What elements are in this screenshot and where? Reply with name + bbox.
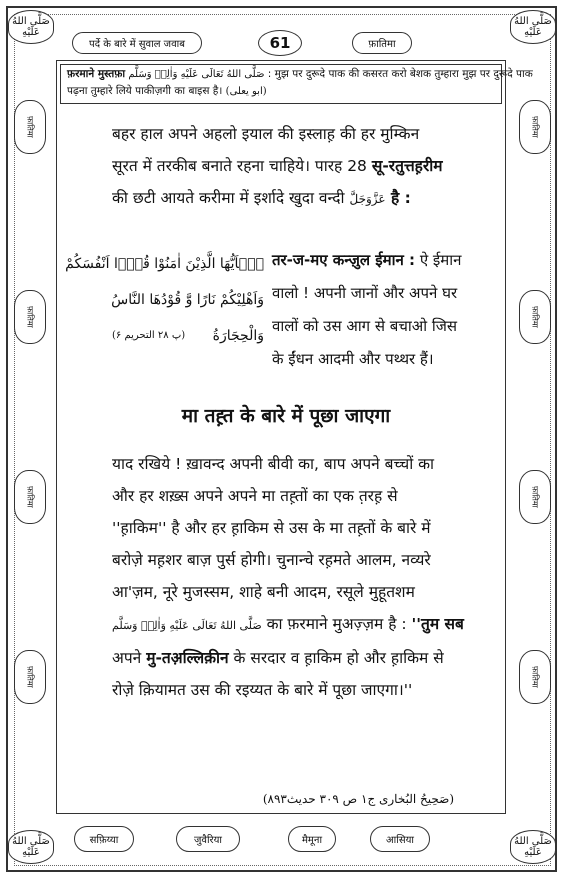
- section-line-5: आ'ज़म, नूरे मुजस्सम, शाहे बनी आदम, रसूले मुहूतशम: [112, 583, 415, 601]
- translation-label: तर-ज-मए कन्ज़ुल ईमान :: [272, 251, 416, 269]
- corner-medallion-bottom-left: صَلَّى اللهُ عَلَيْهِ: [8, 830, 54, 864]
- side-cartouche-left-2: फ़ातिमा: [14, 290, 46, 344]
- side-cartouche-left-1: फ़ातिमा: [14, 100, 46, 154]
- side-cartouche-right-4: फ़ातिमा: [519, 650, 551, 704]
- bottom-label-3: मैमूना: [288, 826, 336, 852]
- side-cartouche-left-3: फ़ातिमा: [14, 470, 46, 524]
- verse-reference: (پ ۲۸ التحريم ۶): [112, 330, 186, 341]
- hadith-salutation: صَلَّى اللهُ تَعَالَى عَلَيْهِ وَاٰلِهٖ وَسَلَّم: [128, 69, 265, 80]
- hadith-text-line2: पढ़ना तुम्हारे लिये पाकीज़गी का बाइस है।: [67, 85, 223, 97]
- translation-line-3: वालों को उस आग से बचाओ जिस: [272, 317, 458, 335]
- corner-medallion-top-left: صَلَّى اللهُ عَلَيْهِ: [8, 10, 54, 44]
- salutation: صَلَّى اللهُ تَعَالَى عَلَيْهِ وَاٰلِهٖ وَسَلَّم: [112, 619, 262, 632]
- side-cartouche-right-2: फ़ातिमा: [519, 290, 551, 344]
- arabic-line-2: وَاَهْلِيْكُمْ نَارًا وَّ قُوْدُهَا النَّاسُ: [111, 292, 264, 308]
- intro-line-1: बहर हाल अपने अहलो इयाल की इस्लाह़ की हर मुम्किन: [112, 125, 420, 143]
- hadith-box: [60, 64, 533, 104]
- verse-translation: [272, 244, 462, 376]
- surah-name: सू-रतुत्तह़रीम: [371, 157, 443, 175]
- section-line-8: रोज़े क़ियामत उस की रइय्यत के बारे में पूछा जाएगा।'': [112, 681, 413, 699]
- corner-medallion-bottom-right: صَلَّى اللهُ عَلَيْهِ: [510, 830, 556, 864]
- side-cartouche-right-3: फ़ातिमा: [519, 470, 551, 524]
- section-line-6: صَلَّى اللهُ تَعَالَى عَلَيْهِ وَاٰلِهٖ وَسَلَّم का फ़रमाने मुअज़्ज़म है : ''तुम सब: [112, 615, 464, 633]
- section-line-7: अपने मु-तअ़ल्लिक़ीन के सरदार व ह़ाकिम हो और ह़ाकिम से: [112, 649, 444, 667]
- translation-line-1: तर-ज-मए कन्ज़ुल ईमान : ऐ ईमान: [272, 251, 462, 269]
- side-cartouche-left-4: फ़ातिमा: [14, 650, 46, 704]
- bottom-label-4: आसिया: [370, 826, 430, 852]
- hadith-source: (ابو يعلى): [225, 86, 267, 97]
- azza-wa-jal: عَزَّوَجَلَّ: [349, 192, 386, 206]
- arabic-line-1: يٰۤاَيُّهَا الَّذِيْنَ اٰمَنُوْا قُوْۤا اَنْفُسَكُمْ: [65, 256, 264, 272]
- hadith-text-line1: : मुझ पर दुरूदे पाक की कसरत करो बेशक तुम्हारा मुझ पर दुरूदे पाक: [267, 68, 533, 80]
- intro-line-2: सूरत में तरकीब बनाते रहना चाहिये। पारह 28 सू-रतुत्तह़रीम: [112, 157, 443, 175]
- page-number: 61: [258, 30, 302, 56]
- side-cartouche-right-1: फ़ातिमा: [519, 100, 551, 154]
- section-heading: मा तह़्त के बारे में पूछा जाएगा: [181, 405, 391, 427]
- section-line-3: ''ह़ाकिम'' है और हर ह़ाकिम से उस के मा तह़्तों के बारे में: [112, 519, 431, 537]
- intro-paragraph: [112, 118, 460, 215]
- bottom-label-1: सफ़िय्या: [74, 826, 134, 852]
- arabic-line-3: وَالْحِجَارَةُ (پ ۲۸ التحريم ۶): [112, 318, 264, 354]
- hadith-label: फ़रमाने मुस्तफ़ा: [67, 68, 126, 80]
- section-paragraph: [112, 448, 464, 706]
- bottom-label-2: जुवैरिया: [176, 826, 240, 852]
- header-book-title: पर्दे के बारे में सुवाल जवाब: [72, 32, 202, 54]
- section-line-4: बरोज़े मह़शर बाज़ पुर्स होगी। चुनान्चे रह़मते आलम, नव्यरे: [112, 551, 431, 569]
- header-right-label: फ़ातिमा: [352, 32, 412, 54]
- translation-line-4: के ईंधन आदमी और पथ्थर हैं।: [272, 350, 434, 368]
- corner-medallion-top-right: صَلَّى اللهُ عَلَيْهِ: [510, 10, 556, 44]
- translation-line-2: वालो ! अपनी जानों और अपने घर: [272, 284, 458, 302]
- intro-line-3: की छटी आयते करीमा में इर्शादे खुदा वन्दी عَزَّوَجَلَّ है :: [112, 189, 411, 207]
- bukhari-reference: (صَحِيحُ البُخارى ج١ ص ٣٠٩ حديث٨٩٣): [262, 792, 454, 806]
- section-line-2: और हर शख़्स अपने अपने मा तह़्तों का एक त़रह़ से: [112, 487, 398, 505]
- quran-verse-arabic: [65, 246, 264, 382]
- section-line-1: याद रखिये ! ख़ावन्द अपनी बीवी का, बाप अपने बच्चों का: [112, 455, 435, 473]
